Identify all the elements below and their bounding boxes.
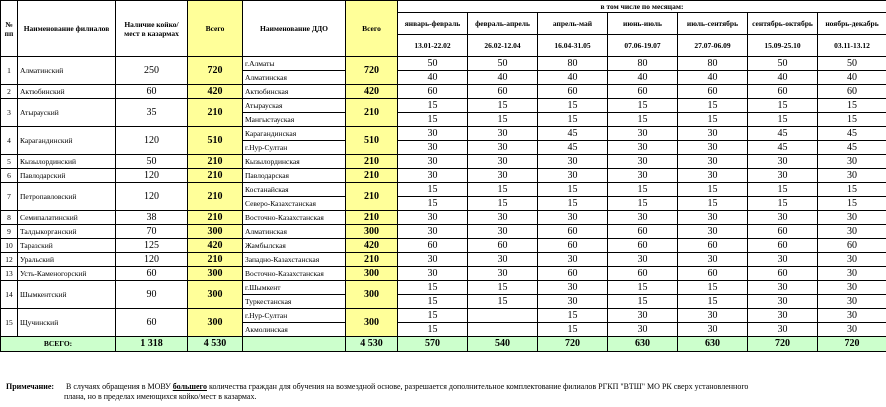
month-value-cell: 30 [538,253,608,267]
table-row [1,225,886,239]
table-row [1,85,886,99]
total2-cell: 300 [346,225,398,239]
month-value-cell: 30 [468,267,538,281]
month-value-cell: 60 [608,85,678,99]
totals-dept-blank [243,337,346,352]
row-number: 1 [1,57,18,85]
totals-label: ВСЕГО: [1,337,116,352]
capacity-cell: 120 [116,253,188,267]
footnote-label: Примечание: [6,382,55,391]
month-value-cell: 30 [608,141,678,155]
footnote-text3: плана, но в пределах имеющихся койко/мест в казармах. [64,392,257,401]
total-cell: 420 [188,85,243,99]
month-value-cell: 60 [398,85,468,99]
month-dates-header: 03.11-13.12 [818,35,886,57]
month-value-cell: 60 [748,85,818,99]
total2-cell: 510 [346,127,398,155]
month-name-header: июль-сентябрь [678,13,748,35]
dept-name: г.Нур-Султан [243,309,346,323]
month-value-cell: 30 [468,253,538,267]
dept-name: Северо-Казахстанская [243,197,346,211]
month-value-cell: 15 [678,183,748,197]
capacity-cell: 120 [116,183,188,211]
month-value-cell: 50 [818,57,886,71]
dept-name: Алматинская [243,225,346,239]
month-value-cell: 30 [468,155,538,169]
month-value-cell: 30 [818,253,886,267]
month-value-cell: 15 [398,197,468,211]
month-value-cell: 60 [538,267,608,281]
branch-name: Алматинский [18,57,116,85]
month-value-cell: 30 [678,211,748,225]
month-value-cell: 60 [818,85,886,99]
month-value-cell: 30 [818,267,886,281]
capacity-cell: 50 [116,155,188,169]
month-name-header: февраль-апрель [468,13,538,35]
month-name-header: апрель-май [538,13,608,35]
row-number: 14 [1,281,18,309]
capacity-cell: 60 [116,267,188,281]
month-value-cell: 15 [398,99,468,113]
month-value-cell: 30 [748,253,818,267]
total2-cell: 210 [346,183,398,211]
month-value-cell: 60 [748,267,818,281]
month-value-cell: 30 [748,309,818,323]
month-value-cell: 30 [538,169,608,183]
total2-cell: 210 [346,253,398,267]
month-value-cell: 30 [678,253,748,267]
table-row [1,127,886,141]
month-value-cell: 15 [538,309,608,323]
month-value-cell: 15 [818,197,886,211]
row-number: 15 [1,309,18,337]
month-value-cell: 60 [608,225,678,239]
month-value-cell: 30 [608,323,678,337]
month-value-cell: 15 [538,323,608,337]
month-value-cell: 15 [748,99,818,113]
header-total2: Всего [346,1,398,57]
row-number: 10 [1,239,18,253]
month-value-cell: 30 [538,281,608,295]
totals-total2: 4 530 [346,337,398,352]
month-value-cell: 30 [818,169,886,183]
header-no: № пп [1,1,18,57]
month-value-cell: 30 [398,155,468,169]
month-name-header: сентябрь-октябрь [748,13,818,35]
month-value-cell: 30 [748,281,818,295]
month-dates-header: 15.09-25.10 [748,35,818,57]
branch-name: Кызылординский [18,155,116,169]
total2-cell: 210 [346,155,398,169]
month-value-cell: 15 [818,99,886,113]
branch-name: Актюбинский [18,85,116,99]
month-value-cell: 30 [468,141,538,155]
month-value-cell: 40 [818,71,886,85]
month-value-cell: 50 [748,57,818,71]
month-value-cell: 15 [468,99,538,113]
row-number: 9 [1,225,18,239]
month-value-cell: 15 [608,295,678,309]
month-value-cell: 60 [608,239,678,253]
table-row [1,57,886,71]
month-value-cell: 30 [608,253,678,267]
month-dates-header: 13.01-22.02 [398,35,468,57]
totals-row [1,337,886,352]
header-dept: Наименование ДДО [243,1,346,57]
month-value-cell: 30 [678,155,748,169]
month-dates-header: 27.07-06.09 [678,35,748,57]
branch-name: Шымкентский [18,281,116,309]
header-total: Всего [188,1,243,57]
month-value-cell: 30 [468,211,538,225]
month-value-cell: 30 [818,281,886,295]
total2-cell: 420 [346,239,398,253]
month-value-cell: 15 [468,183,538,197]
month-value-cell: 60 [678,85,748,99]
totals-month-cell: 720 [818,337,886,352]
month-value-cell: 30 [608,127,678,141]
month-value-cell: 40 [398,71,468,85]
totals-month-cell: 720 [538,337,608,352]
month-value-cell: 30 [818,225,886,239]
month-value-cell: 15 [398,295,468,309]
branch-name: Семипалатинский [18,211,116,225]
total-cell: 300 [188,225,243,239]
month-value-cell: 30 [468,127,538,141]
table-row [1,155,886,169]
month-value-cell: 15 [678,99,748,113]
month-value-cell: 30 [398,211,468,225]
capacity-cell: 120 [116,127,188,155]
branch-name: Атырауский [18,99,116,127]
month-value-cell: 15 [538,99,608,113]
month-value-cell: 60 [678,239,748,253]
month-value-cell: 30 [398,127,468,141]
branch-name: Талдыкорганский [18,225,116,239]
total-cell: 210 [188,253,243,267]
month-value-cell: 15 [678,295,748,309]
month-name-header: январь-февраль [398,13,468,35]
month-value-cell: 45 [538,127,608,141]
capacity-cell: 38 [116,211,188,225]
total2-cell: 420 [346,85,398,99]
total2-cell: 300 [346,267,398,281]
month-value-cell: 45 [748,141,818,155]
month-value-cell: 15 [678,113,748,127]
month-value-cell: 15 [398,281,468,295]
month-value-cell: 40 [468,71,538,85]
total-cell: 720 [188,57,243,85]
month-value-cell: 30 [468,169,538,183]
month-value-cell: 15 [818,113,886,127]
month-value-cell: 15 [398,183,468,197]
totals-total: 4 530 [188,337,243,352]
month-value-cell: 30 [748,211,818,225]
month-value-cell: 15 [468,197,538,211]
month-value-cell: 60 [678,267,748,281]
total2-cell: 210 [346,99,398,127]
month-value-cell: 15 [748,113,818,127]
totals-month-cell: 540 [468,337,538,352]
branch-name: Карагандинский [18,127,116,155]
month-value-cell: 45 [818,127,886,141]
month-value-cell: 30 [748,295,818,309]
branch-name: Павлодарский [18,169,116,183]
table-row [1,253,886,267]
total-cell: 210 [188,169,243,183]
row-number: 8 [1,211,18,225]
dept-name: Акмолинская [243,323,346,337]
table-row [1,169,886,183]
table-row [1,99,886,113]
month-value-cell: 30 [398,253,468,267]
capacity-cell: 90 [116,281,188,309]
footnote-text2: количества граждан для обучения на возмездной основе, разрешается дополнительное комплектование филиалов РГКП "ВТШ" МО РК сверх установленного [208,382,749,391]
dept-name: Жамбылская [243,239,346,253]
dept-name: Карагандинская [243,127,346,141]
month-value-cell: 30 [538,155,608,169]
month-value-cell: 40 [608,71,678,85]
totals-month-cell: 570 [398,337,468,352]
month-value-cell: 60 [538,239,608,253]
month-value-cell [468,309,538,323]
header-capacity: Наличие койко/мест в казармах [116,1,188,57]
month-value-cell: 30 [678,225,748,239]
month-value-cell: 30 [608,211,678,225]
total2-cell: 210 [346,169,398,183]
dept-name: Мангыстауская [243,113,346,127]
table-row [1,239,886,253]
month-value-cell: 15 [538,197,608,211]
month-value-cell: 30 [398,169,468,183]
footnote [6,382,881,402]
month-value-cell: 15 [818,183,886,197]
month-value-cell: 15 [608,197,678,211]
dept-name: г.Нур-Султан [243,141,346,155]
footnote-text1: В случаях обращения в МОВУ [66,382,171,391]
month-value-cell: 80 [538,57,608,71]
month-value-cell: 15 [608,281,678,295]
total-cell: 210 [188,183,243,211]
month-value-cell: 30 [608,309,678,323]
month-value-cell: 60 [748,225,818,239]
dept-name: Кызылординская [243,155,346,169]
dept-name: Костанайская [243,183,346,197]
footnote-bold: большего [172,382,207,391]
month-value-cell: 15 [398,113,468,127]
month-value-cell: 15 [608,99,678,113]
month-dates-header: 26.02-12.04 [468,35,538,57]
row-number: 2 [1,85,18,99]
month-value-cell: 15 [468,281,538,295]
header-branch: Наименование филиалов [18,1,116,57]
table-row [1,309,886,323]
table-row [1,267,886,281]
month-value-cell: 30 [748,323,818,337]
month-value-cell: 15 [468,113,538,127]
month-value-cell: 15 [398,323,468,337]
total2-cell: 210 [346,211,398,225]
dept-name: Восточно-Казахстанская [243,267,346,281]
dept-name: Алматинская [243,71,346,85]
capacity-cell: 60 [116,85,188,99]
month-value-cell: 50 [398,57,468,71]
capacity-cell: 35 [116,99,188,127]
branch-name: Щучинский [18,309,116,337]
capacity-cell: 70 [116,225,188,239]
month-value-cell: 60 [538,225,608,239]
month-dates-header: 16.04-31.05 [538,35,608,57]
capacity-cell: 250 [116,57,188,85]
month-value-cell: 30 [748,169,818,183]
month-value-cell: 60 [748,239,818,253]
month-value-cell: 60 [608,267,678,281]
total-cell: 210 [188,155,243,169]
header-months-title: в том числе по месяцам: [398,1,886,13]
dept-name: Западно-Казахстанская [243,253,346,267]
month-value-cell: 30 [398,225,468,239]
total2-cell: 300 [346,281,398,309]
row-number: 6 [1,169,18,183]
capacity-cell: 60 [116,309,188,337]
month-value-cell: 45 [818,141,886,155]
dept-name: г.Алматы [243,57,346,71]
row-number: 5 [1,155,18,169]
totals-month-cell: 630 [678,337,748,352]
month-value-cell: 30 [818,309,886,323]
table-row [1,281,886,295]
month-value-cell: 30 [818,323,886,337]
month-value-cell: 30 [678,309,748,323]
month-value-cell: 30 [678,127,748,141]
month-value-cell: 30 [398,267,468,281]
month-value-cell: 60 [398,239,468,253]
total-cell: 420 [188,239,243,253]
month-value-cell: 60 [538,85,608,99]
month-value-cell: 30 [678,169,748,183]
month-value-cell: 30 [678,323,748,337]
month-value-cell: 30 [818,295,886,309]
month-value-cell: 15 [678,281,748,295]
month-value-cell: 30 [818,155,886,169]
month-value-cell: 45 [538,141,608,155]
capacity-cell: 120 [116,169,188,183]
month-value-cell: 15 [608,113,678,127]
month-value-cell: 15 [398,309,468,323]
month-dates-header: 07.06-19.07 [608,35,678,57]
dept-name: Атырауская [243,99,346,113]
month-value-cell: 40 [748,71,818,85]
row-number: 3 [1,99,18,127]
total-cell: 210 [188,211,243,225]
month-value-cell: 15 [748,197,818,211]
month-value-cell: 30 [748,155,818,169]
month-value-cell: 30 [608,155,678,169]
month-value-cell: 80 [678,57,748,71]
row-number: 4 [1,127,18,155]
dept-name: г.Шымкент [243,281,346,295]
month-value-cell: 15 [748,183,818,197]
month-value-cell: 30 [538,295,608,309]
row-number: 12 [1,253,18,267]
dept-name: Восточно-Казахстанская [243,211,346,225]
month-value-cell: 30 [468,225,538,239]
branch-name: Усть-Каменогорский [18,267,116,281]
total2-cell: 300 [346,309,398,337]
month-value-cell: 15 [468,295,538,309]
row-number: 7 [1,183,18,211]
dept-name: Актюбинская [243,85,346,99]
month-value-cell: 15 [608,183,678,197]
month-value-cell: 15 [678,197,748,211]
totals-capacity: 1 318 [116,337,188,352]
month-value-cell: 15 [538,183,608,197]
month-value-cell: 30 [608,169,678,183]
branch-name: Уральский [18,253,116,267]
total-cell: 300 [188,267,243,281]
total-cell: 300 [188,281,243,309]
dept-name: Павлодарская [243,169,346,183]
month-name-header: ноябрь-декабрь [818,13,886,35]
dept-name: Туркестанская [243,295,346,309]
month-value-cell: 40 [678,71,748,85]
month-value-cell: 30 [818,211,886,225]
month-value-cell: 30 [538,211,608,225]
month-value-cell: 15 [538,113,608,127]
month-value-cell: 30 [398,141,468,155]
totals-month-cell: 720 [748,337,818,352]
month-value-cell: 60 [818,239,886,253]
month-value-cell: 80 [608,57,678,71]
month-value-cell: 50 [468,57,538,71]
month-value-cell: 45 [748,127,818,141]
month-value-cell: 30 [678,141,748,155]
month-value-cell: 40 [538,71,608,85]
table-row [1,183,886,197]
month-name-header: июнь-июль [608,13,678,35]
total-cell: 300 [188,309,243,337]
capacity-cell: 125 [116,239,188,253]
branch-name: Петропавловский [18,183,116,211]
branch-name: Таразский [18,239,116,253]
month-value-cell: 60 [468,85,538,99]
row-number: 13 [1,267,18,281]
table-row [1,211,886,225]
totals-month-cell: 630 [608,337,678,352]
total2-cell: 720 [346,57,398,85]
month-value-cell [468,323,538,337]
total-cell: 210 [188,99,243,127]
month-value-cell: 60 [468,239,538,253]
total-cell: 510 [188,127,243,155]
